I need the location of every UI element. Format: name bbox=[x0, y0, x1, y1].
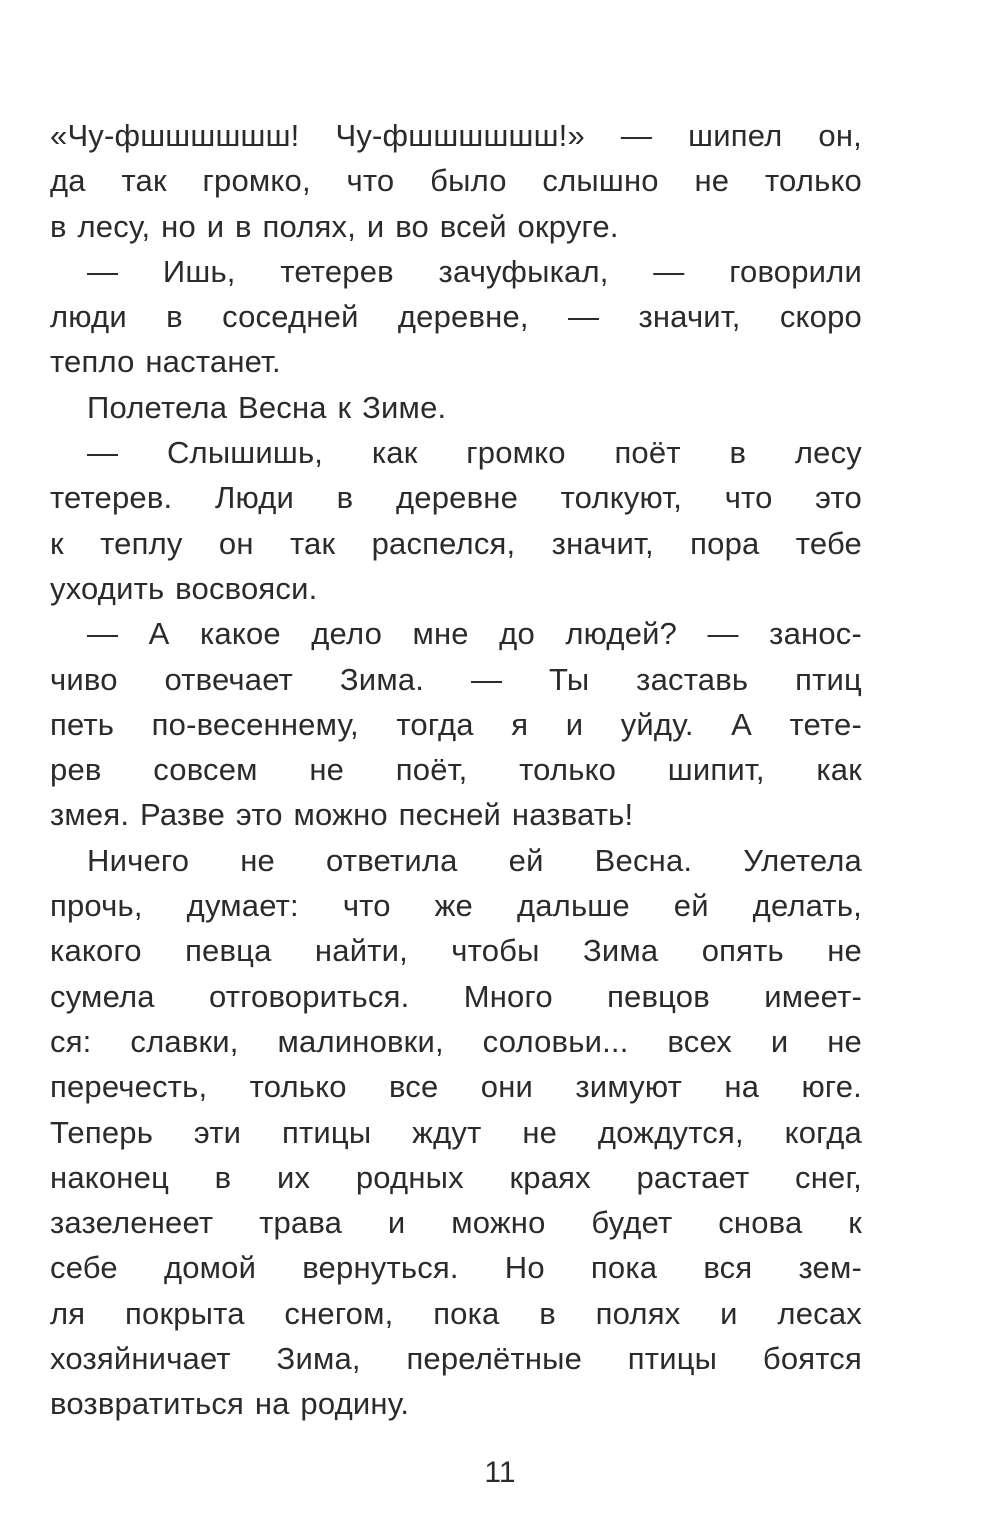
text-line: да так громко, что было слышно не только bbox=[50, 163, 862, 199]
text-line: Теперь эти птицы ждут не дождутся, когда bbox=[50, 1114, 862, 1150]
text-line: чиво отвечает Зима. — Ты заставь птиц bbox=[50, 661, 862, 697]
text-line: наконец в их родных краях растает снег, bbox=[50, 1159, 862, 1195]
text-line: хозяйничает Зима, перелётные птицы боятся bbox=[50, 1341, 862, 1377]
body-text bbox=[50, 113, 862, 1427]
text-line: Ничего не ответила ей Весна. Улетела bbox=[87, 842, 862, 878]
text-line: себе домой вернуться. Но пока вся зем- bbox=[50, 1250, 862, 1286]
text-line: — Ишь, тетерев зачуфыкал, — говорили bbox=[87, 253, 862, 289]
text-line: — Слышишь, как громко поёт в лесу bbox=[87, 435, 862, 471]
text-line: Полетела Весна к Зиме. bbox=[87, 389, 447, 425]
text-line: прочь, думает: что же дальше ей делать, bbox=[50, 888, 862, 924]
text-line: в лесу, но и в полях, и во всей округе. bbox=[50, 208, 619, 244]
text-line: — А какое дело мне до людей? — занос- bbox=[87, 616, 862, 652]
text-line: ля покрыта снегом, пока в полях и лесах bbox=[50, 1295, 862, 1331]
text-line: тетерев. Люди в деревне толкуют, что это bbox=[50, 480, 862, 516]
text-line: уходить восвояси. bbox=[50, 570, 318, 606]
text-line: люди в соседней деревне, — значит, скоро bbox=[50, 299, 862, 335]
text-line: возвратиться на родину. bbox=[50, 1386, 410, 1422]
text-line: перечесть, только все они зимуют на юге. bbox=[50, 1069, 862, 1105]
text-line: тепло настанет. bbox=[50, 344, 281, 380]
text-line: какого певца найти, чтобы Зима опять не bbox=[50, 933, 862, 969]
text-line: петь по-весеннему, тогда я и уйду. А тете- bbox=[50, 706, 862, 742]
text-line: зазеленеет трава и можно будет снова к bbox=[50, 1205, 862, 1241]
text-line: «Чу-фшшшшшш! Чу-фшшшшшш!» — шипел он, bbox=[50, 118, 862, 153]
text-line: ся: славки, малиновки, соловьи... всех и не bbox=[50, 1023, 862, 1059]
text-line: сумела отговориться. Много певцов имеет- bbox=[50, 978, 862, 1014]
text-line: змея. Разве это можно песней назвать! bbox=[50, 797, 634, 833]
text-line: рев совсем не поёт, только шипит, как bbox=[50, 752, 862, 788]
text-line: к теплу он так распелся, значит, пора тебе bbox=[50, 525, 862, 561]
page-number: 11 bbox=[484, 1456, 516, 1489]
